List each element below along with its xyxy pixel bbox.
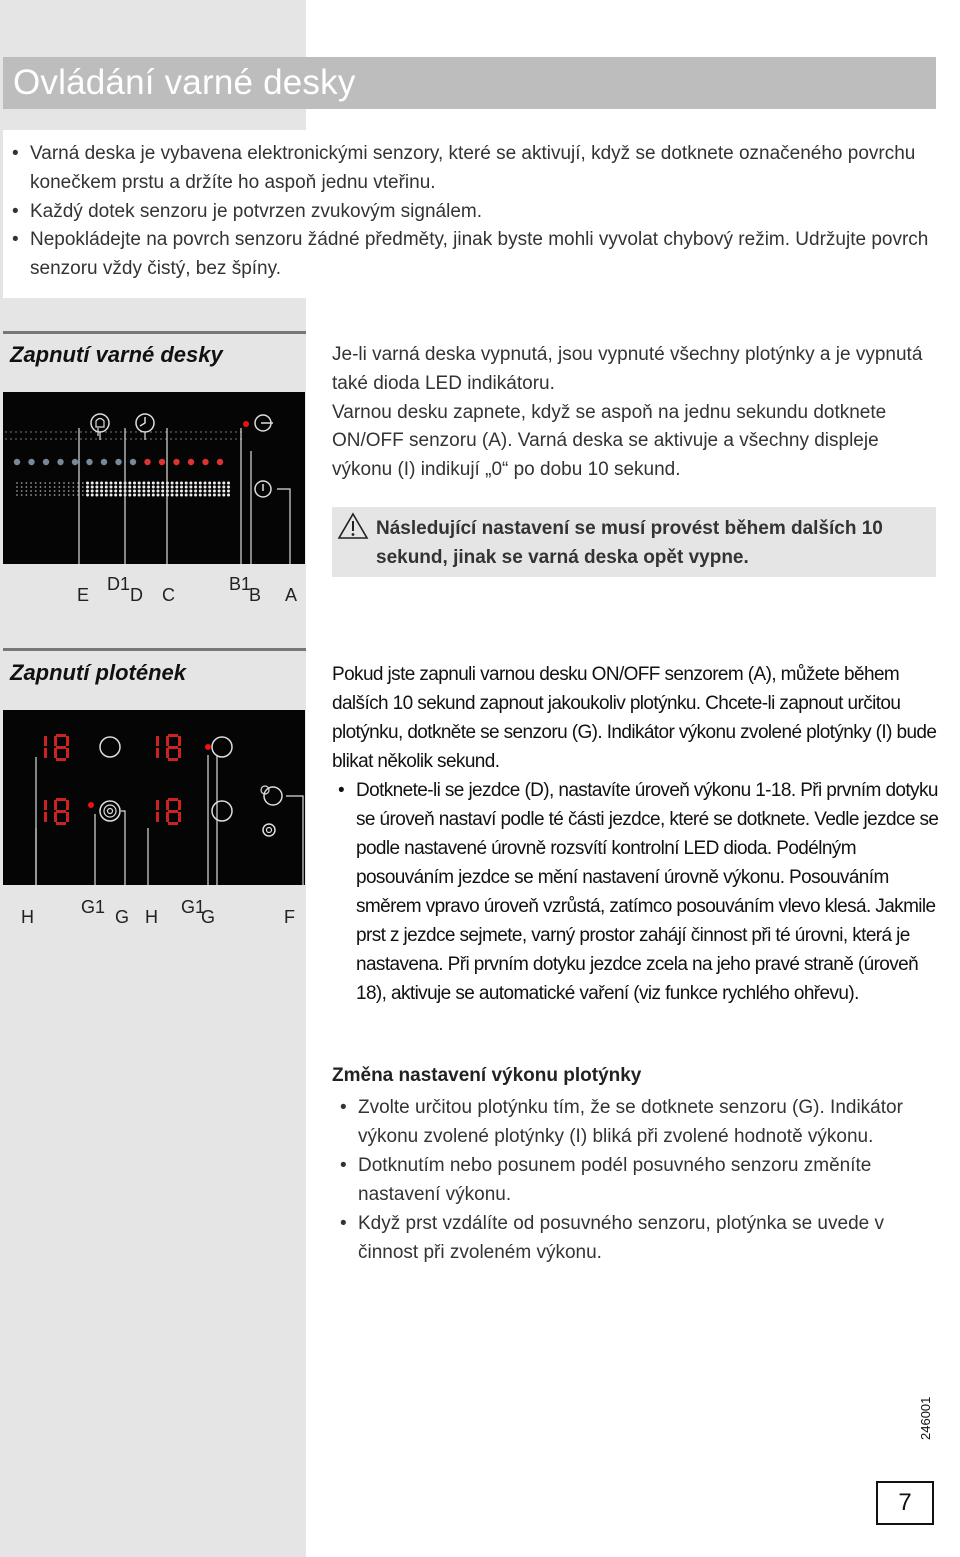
slider-grid-dot [147, 482, 150, 485]
slider-led [101, 459, 107, 465]
slider-grid-dot [227, 494, 230, 497]
label-G: G [201, 907, 216, 927]
intro-item: • Nepokládejte na povrch senzoru žádné předměty, jinak byste mohli vyvolat chybový režim. Udržujte povrch senzoru vždy čistý, bez špíny. [4, 226, 944, 284]
slider-grid-dot [30, 482, 32, 484]
slider-grid-dot [100, 494, 103, 497]
slider-grid-dot [175, 482, 178, 485]
subheading-zmena-vykonu: Změna nastavení výkonu plotýnky [332, 1065, 642, 1086]
slider-grid-dot [204, 494, 207, 497]
slider-sensor-grid [16, 482, 230, 497]
slider-grid-dot [171, 482, 174, 485]
slider-grid-dot [26, 494, 28, 496]
slider-grid-dot [100, 482, 103, 485]
intro-item: • Každý dotek senzoru je potvrzen zvukovým signálem. [4, 198, 944, 227]
slider-led [28, 459, 34, 465]
slider-grid-dot [152, 486, 155, 489]
zone-sensor-icon [212, 737, 232, 757]
slider-grid-dot [175, 494, 178, 497]
slider-grid-dot [95, 490, 98, 493]
slider-grid-dot [185, 482, 188, 485]
slider-grid-dot [133, 482, 136, 485]
page-title: Ovládání varné desky [3, 57, 936, 109]
slider-grid-dot [58, 494, 60, 496]
slider-grid-dot [35, 482, 37, 484]
slider-grid-dot [49, 486, 51, 488]
slider-grid-dot [63, 482, 65, 484]
slider-grid-dot [222, 486, 225, 489]
section2-bullet: • Dotknete-li se jezdce (D), nastavíte úroveň výkonu 1-18. Při prvním dotyku se úroveň nastaví podle té části jezdce, které se dotknete. Vedle jezdce se podle nastavené úrovně rozsvítí kontrolní LED dioda. Podélným posouváním jezdce se mění nastavení úrovně výkonu. Posouváním směrem vpravo úroveň vzrůstá, zatímco posouváním vlevo klesá. Jakmile prst z jezdce sejmete, varný prostor zahájí činnost při té úrovni, která je nastavena. Při prvním dotyku jezdce zcela na jeho pravé straně (úroveň 18), aktivuje se automatické vaření (viz funkce rychlého ohřevu). [330, 776, 942, 1008]
slider-grid-dot [40, 494, 42, 496]
slider-grid-dot [128, 482, 131, 485]
power-display [44, 734, 69, 761]
slider-led [130, 459, 136, 465]
slider-grid-dot [100, 486, 103, 489]
slider-grid-dot [86, 494, 89, 497]
slider-grid-dot [26, 490, 28, 492]
warning-text: Následující nastavení se musí provést během dalších 10 sekund, jinak se varná deska opět vypne. [376, 518, 883, 568]
slider-grid-dot [44, 490, 46, 492]
slider-grid-dot [82, 490, 84, 492]
slider-grid-dot [142, 494, 145, 497]
slider-led-row [14, 459, 223, 465]
section1-text [332, 341, 932, 485]
slider-grid-dot [44, 482, 46, 484]
slider-grid-dot [114, 490, 117, 493]
slider-grid-dot [213, 482, 216, 485]
warning-box [332, 507, 936, 577]
slider-grid-dot [91, 494, 94, 497]
slider-grid-dot [227, 486, 230, 489]
timer-bell-icon [91, 414, 109, 432]
power-display [44, 798, 69, 825]
dual-zone-icon [100, 801, 120, 821]
slider-grid-dot [157, 494, 160, 497]
slider-grid-dot [54, 494, 56, 496]
slider-grid-dot [49, 494, 51, 496]
slider-grid-dot [194, 486, 197, 489]
slider-grid-dot [63, 486, 65, 488]
slider-grid-dot [199, 482, 202, 485]
slider-grid-dot [227, 490, 230, 493]
slider-led [43, 459, 49, 465]
label-C: C [162, 585, 175, 605]
slider-grid-dot [142, 490, 145, 493]
slider-grid-dot [110, 490, 113, 493]
hob-zones-graphic [3, 710, 305, 885]
slider-grid-dot [138, 494, 141, 497]
zone-led [88, 802, 94, 808]
label-H: H [21, 907, 34, 927]
slider-grid-dot [35, 490, 37, 492]
label-D1: D1 [107, 574, 131, 594]
slider-grid-dot [86, 490, 89, 493]
slider-grid-dot [128, 486, 131, 489]
slider-grid-dot [35, 486, 37, 488]
document-code: 246001 [918, 1396, 933, 1440]
slider-grid-dot [119, 490, 122, 493]
slider-grid-dot [171, 486, 174, 489]
slider-grid-dot [218, 490, 221, 493]
slider-grid-dot [161, 482, 164, 485]
slider-grid-dot [114, 482, 117, 485]
hob-zones-diagram [3, 710, 305, 885]
slider-grid-dot [68, 490, 70, 492]
slider-grid-dot [114, 494, 117, 497]
zone-sensor-icon [100, 737, 120, 757]
slider-grid-dot [58, 482, 60, 484]
slider-grid-dot [208, 486, 211, 489]
slider-grid-dot [49, 482, 51, 484]
label-A: A [285, 585, 298, 605]
zone-led [205, 744, 211, 750]
label-B: B [249, 585, 262, 605]
slider-grid-dot [189, 494, 192, 497]
slider-grid-dot [208, 482, 211, 485]
slider-grid-dot [86, 486, 89, 489]
control-panel-diagram [3, 392, 305, 564]
slider-grid-dot [63, 494, 65, 496]
slider-grid-dot [110, 486, 113, 489]
slider-grid-dot [40, 490, 42, 492]
slider-grid-dot [91, 486, 94, 489]
power-display [156, 798, 181, 825]
slider-grid-dot [161, 494, 164, 497]
slider-led [144, 459, 150, 465]
slider-grid-dot [133, 486, 136, 489]
slider-led [188, 459, 194, 465]
slider-grid-dot [40, 486, 42, 488]
slider-grid-dot [91, 482, 94, 485]
slider-grid-dot [30, 486, 32, 488]
slider-grid-dot [114, 486, 117, 489]
slider-grid-dot [105, 486, 108, 489]
section2-list [330, 776, 942, 1008]
slider-grid-dot [138, 486, 141, 489]
slider-grid-dot [147, 494, 150, 497]
slider-grid-dot [16, 482, 18, 484]
slider-grid-dot [185, 490, 188, 493]
slider-grid-dot [128, 490, 131, 493]
slider-grid-dot [16, 494, 18, 496]
slider-grid-dot [171, 494, 174, 497]
section-rule [3, 331, 306, 334]
slider-grid-dot [222, 482, 225, 485]
slider-grid-dot [44, 486, 46, 488]
warning-triangle-icon [337, 512, 369, 540]
slider-led [14, 459, 20, 465]
slider-grid-dot [58, 490, 60, 492]
slider-grid-dot [180, 482, 183, 485]
slider-grid-dot [54, 482, 56, 484]
slider-grid-dot [68, 494, 70, 496]
slider-grid-dot [157, 482, 160, 485]
power-display [156, 734, 181, 761]
slider-grid-dot [152, 482, 155, 485]
slider-grid-dot [147, 486, 150, 489]
slider-grid-dot [40, 482, 42, 484]
slider-grid-dot [185, 486, 188, 489]
section3-bullet: • Dotknutím nebo posunem podél posuvného senzoru změníte nastavení výkonu. [332, 1151, 942, 1209]
label-G1: G1 [81, 897, 106, 917]
slider-grid-dot [199, 490, 202, 493]
slider-grid-dot [105, 490, 108, 493]
slider-grid-dot [222, 490, 225, 493]
slider-grid-dot [86, 482, 89, 485]
section-heading-zapnuti-desky: Zapnutí varné desky [10, 342, 223, 367]
label-H: H [145, 907, 158, 927]
slider-grid-dot [213, 494, 216, 497]
intro-list [4, 140, 944, 284]
section2-text [332, 660, 942, 1008]
slider-grid-dot [138, 482, 141, 485]
slider-grid-dot [82, 482, 84, 484]
slider-grid-dot [180, 486, 183, 489]
slider-grid-dot [213, 486, 216, 489]
label-B1: B1 [229, 574, 252, 594]
slider-grid-dot [58, 486, 60, 488]
slider-grid-dot [171, 490, 174, 493]
slider-grid-dot [199, 494, 202, 497]
slider-led [115, 459, 121, 465]
slider-grid-dot [30, 494, 32, 496]
slider-grid-dot [82, 494, 84, 496]
slider-grid-dot [218, 486, 221, 489]
section2-paragraph: Pokud jste zapnuli varnou desku ON/OFF senzorem (A), můžete během dalších 10 sekund zapnout jakoukoliv plotýnku. Chcete-li zapnout určitou plotýnku, dotkněte se senzoru (G). Indikátor výkonu zvolené plotýnky (I) bude blikat několik sekund. [332, 664, 937, 772]
slider-grid-dot [180, 494, 183, 497]
slider-grid-dot [189, 490, 192, 493]
label-D: D [130, 585, 143, 605]
slider-grid-dot [110, 482, 113, 485]
slider-grid-dot [227, 482, 230, 485]
slider-grid-dot [91, 490, 94, 493]
slider-grid-dot [63, 490, 65, 492]
slider-grid-dot [105, 482, 108, 485]
slider-grid-dot [82, 486, 84, 488]
slider-grid-dot [204, 482, 207, 485]
slider-grid-dot [185, 494, 188, 497]
slider-grid-dot [194, 482, 197, 485]
slider-grid-dot [213, 490, 216, 493]
label-G1: G1 [181, 897, 206, 917]
slider-led [72, 459, 78, 465]
page-number: 7 [876, 1481, 934, 1525]
zone-sensor-icon [212, 801, 232, 821]
section1-paragraph: Je-li varná deska vypnutá, jsou vypnuté všechny plotýnky a je vypnutá také dioda LED indikátoru. [332, 344, 923, 394]
slider-grid-dot [54, 490, 56, 492]
slider-grid-dot [222, 494, 225, 497]
slider-grid-dot [100, 490, 103, 493]
slider-grid-dot [189, 482, 192, 485]
dual-ring-icon [263, 824, 275, 836]
slider-grid-dot [142, 486, 145, 489]
label-G: G [115, 907, 130, 927]
slider-grid-dot [208, 494, 211, 497]
slider-grid-dot [180, 490, 183, 493]
slider-grid-dot [189, 486, 192, 489]
slider-led [159, 459, 165, 465]
control-panel-graphic [3, 392, 305, 564]
slider-grid-dot [147, 490, 150, 493]
slider-grid-dot [204, 490, 207, 493]
slider-grid-dot [26, 486, 28, 488]
slider-grid-dot [157, 486, 160, 489]
section-rule [3, 648, 306, 651]
section1-paragraph: Varnou desku zapnete, když se aspoň na jednu sekundu dotknete ON/OFF senzoru (A). Varná deska se aktivuje a všechny displeje výkonu (I) indikují „0“ po dobu 10 sekund. [332, 401, 887, 481]
slider-grid-dot [119, 482, 122, 485]
clock-icon [136, 414, 154, 432]
slider-grid-dot [68, 482, 70, 484]
slider-grid-dot [105, 494, 108, 497]
slider-grid-dot [73, 482, 75, 484]
slider-grid-dot [152, 494, 155, 497]
section-heading-zapnuti-platenek: Zapnutí plotének [10, 660, 186, 685]
section3-list [332, 1093, 942, 1267]
slider-grid-dot [138, 490, 141, 493]
slider-grid-dot [73, 490, 75, 492]
slider-grid-dot [73, 486, 75, 488]
slider-grid-dot [128, 494, 131, 497]
slider-grid-dot [133, 494, 136, 497]
section3-bullet: • Když prst vzdálíte od posuvného senzoru, plotýnka se uvede v činnost při zvoleném výkonu. [332, 1209, 942, 1267]
slider-grid-dot [218, 482, 221, 485]
slider-grid-dot [30, 490, 32, 492]
slider-led [173, 459, 179, 465]
slider-grid-dot [44, 494, 46, 496]
label-F: F [284, 907, 295, 927]
slider-grid-dot [152, 490, 155, 493]
slider-grid-dot [73, 494, 75, 496]
intro-item: • Varná deska je vybavena elektronickými senzory, které se aktivují, když se dotknete označeného povrchu konečkem prstu a držíte ho aspoň jednu vteřinu. [4, 140, 944, 198]
slider-led [86, 459, 92, 465]
slider-grid-dot [21, 494, 23, 496]
slider-grid-dot [161, 486, 164, 489]
slider-grid-dot [21, 490, 23, 492]
slider-grid-dot [26, 482, 28, 484]
lock-key-icon [255, 415, 273, 431]
slider-grid-dot [54, 486, 56, 488]
slider-grid-dot [218, 494, 221, 497]
slider-grid-dot [142, 482, 145, 485]
slider-grid-dot [133, 490, 136, 493]
slider-grid-dot [35, 494, 37, 496]
slider-grid-dot [199, 486, 202, 489]
slider-led [202, 459, 208, 465]
slider-grid-dot [119, 486, 122, 489]
slider-grid-dot [21, 486, 23, 488]
slider-led [217, 459, 223, 465]
slider-grid-dot [204, 486, 207, 489]
bridge-zone-icon [261, 786, 282, 805]
slider-grid-dot [175, 486, 178, 489]
slider-grid-dot [68, 486, 70, 488]
label-E: E [77, 585, 90, 605]
slider-grid-dot [95, 494, 98, 497]
slider-grid-dot [161, 490, 164, 493]
slider-grid-dot [16, 486, 18, 488]
slider-grid-dot [157, 490, 160, 493]
slider-grid-dot [16, 490, 18, 492]
lock-led [243, 421, 249, 427]
slider-grid-dot [119, 494, 122, 497]
slider-grid-dot [194, 490, 197, 493]
slider-led [57, 459, 63, 465]
slider-grid-dot [49, 490, 51, 492]
slider-grid-dot [95, 486, 98, 489]
slider-grid-dot [194, 494, 197, 497]
slider-grid-dot [208, 490, 211, 493]
slider-grid-dot [21, 482, 23, 484]
slider-grid-dot [175, 490, 178, 493]
section3-bullet: • Zvolte určitou plotýnku tím, že se dotknete senzoru (G). Indikátor výkonu zvolené plotýnky (I) bliká při zvolené hodnotě výkonu. [332, 1093, 942, 1151]
slider-grid-dot [110, 494, 113, 497]
slider-grid-dot [95, 482, 98, 485]
power-icon [255, 481, 271, 497]
